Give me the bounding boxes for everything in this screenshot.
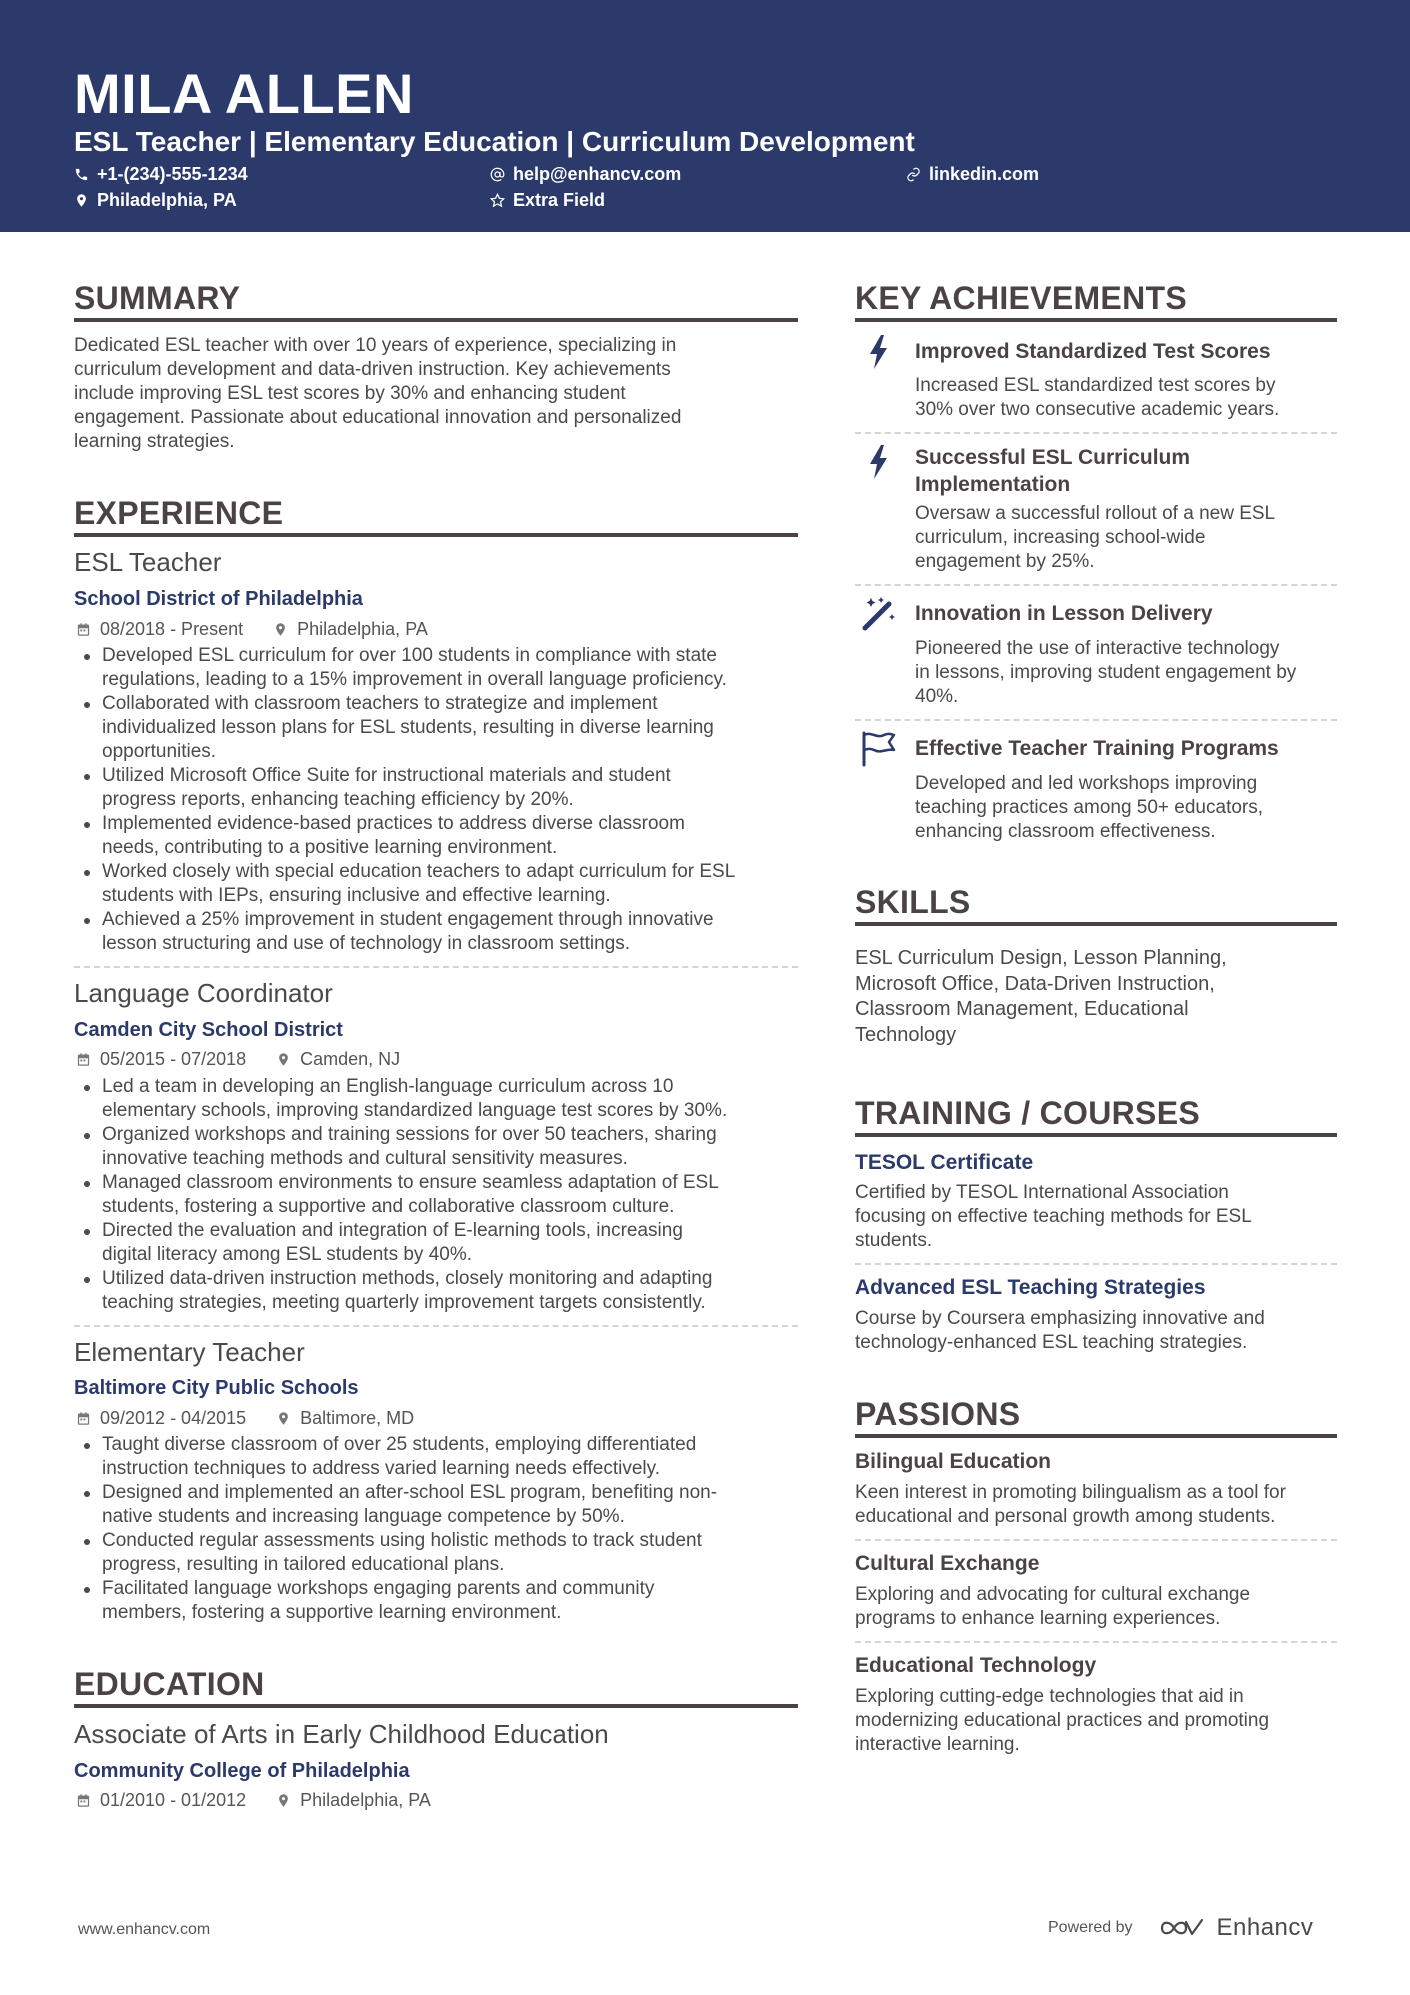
skills-list: ESL Curriculum Design, Lesson Planning, Microsoft Office, Data-Driven Instruction, Classroom Management, Educational Technology [855, 947, 1227, 1046]
job-title: Elementary Teacher [74, 1337, 305, 1367]
enhancv-logo-icon [1159, 1916, 1205, 1940]
at-sign-icon [490, 167, 505, 182]
contact-email[interactable] [490, 162, 681, 186]
job-location: Philadelphia, PA [297, 619, 428, 639]
list-item: Implemented evidence-based practices to address diverse classroom needs, contributing to a positive learning environment. [74, 812, 804, 860]
job-bullets [74, 1075, 804, 1315]
course-desc: Certified by TESOL International Association focusing on effective teaching methods for ESL students. [855, 1182, 1252, 1251]
achievement-desc: Developed and led workshops improving teaching practices among 50+ educators, enhancing classroom effectiveness. [915, 773, 1264, 842]
divider [855, 1263, 1337, 1265]
contact-linkedin[interactable] [906, 162, 1039, 186]
company-name: Camden City School District [74, 1019, 343, 1041]
job-location: Camden, NJ [300, 1049, 401, 1069]
passion-desc: Keen interest in promoting bilingualism as a tool for educational and personal growth among students. [855, 1482, 1286, 1527]
passions-rule [855, 1434, 1337, 1438]
footer-website[interactable]: www.enhancv.com [78, 1921, 211, 1938]
list-item: Collaborated with classroom teachers to strategize and implement individualized lesson plans for ESL students, resulting in diverse learning opportunities. [74, 692, 804, 764]
list-item: Utilized Microsoft Office Suite for instructional materials and student progress reports, enhancing teaching efficiency by 20%. [74, 764, 804, 812]
school-name: Community College of Philadelphia [74, 1760, 410, 1782]
email-text: help@enhancv.com [513, 164, 682, 184]
divider [74, 966, 798, 968]
job-location: Baltimore, MD [300, 1408, 415, 1428]
achievements-heading: KEY ACHIEVEMENTS [855, 280, 1187, 316]
job-meta [76, 617, 428, 641]
extra-field-text: Extra Field [513, 190, 606, 210]
education-meta [76, 1788, 431, 1812]
list-item: Directed the evaluation and integration of E-learning tools, increasing digital literacy among ESL students by 40%. [74, 1219, 804, 1267]
contact-location [74, 188, 237, 212]
candidate-name: MILA ALLEN [74, 62, 414, 125]
list-item: Managed classroom environments to ensure seamless adaptation of ESL students, fostering a supportive and collaborative classroom culture. [74, 1171, 804, 1219]
experience-heading: EXPERIENCE [74, 495, 284, 531]
course-name: TESOL Certificate [855, 1151, 1034, 1174]
education-location: Philadelphia, PA [300, 1790, 431, 1810]
magic-wand-icon [859, 594, 899, 634]
job-title: Language Coordinator [74, 978, 333, 1008]
passions-heading: PASSIONS [855, 1396, 1021, 1432]
job-dates: 05/2015 - 07/2018 [100, 1049, 247, 1069]
calendar-icon [76, 1052, 91, 1067]
contact-extra [490, 188, 605, 212]
course-desc: Course by Coursera emphasizing innovative and technology-enhanced ESL teaching strategies. [855, 1308, 1265, 1353]
job-dates: 09/2012 - 04/2015 [100, 1408, 247, 1428]
lightning-bolt-icon [859, 332, 899, 372]
achievement-title: Effective Teacher Training Programs [915, 737, 1279, 760]
divider [855, 584, 1337, 586]
list-item: Utilized data-driven instruction methods, closely monitoring and adapting teaching strategies, meeting quarterly improvement targets consistently. [74, 1267, 804, 1315]
education-dates: 01/2010 - 01/2012 [100, 1790, 247, 1810]
resume-header [0, 0, 1410, 232]
job-meta [76, 1406, 414, 1430]
achievement-desc: Pioneered the use of interactive technology in lessons, improving student engagement by 40%. [915, 638, 1297, 707]
location-text: Philadelphia, PA [97, 190, 237, 210]
achievement-title: Improved Standardized Test Scores [915, 340, 1271, 363]
star-icon [490, 193, 505, 208]
passion-name: Educational Technology [855, 1654, 1097, 1677]
list-item: Facilitated language workshops engaging parents and community members, fostering a supportive learning environment. [74, 1577, 804, 1625]
summary-heading: SUMMARY [74, 280, 241, 316]
contact-phone[interactable] [74, 162, 248, 186]
map-pin-icon [74, 193, 89, 208]
achievements-rule [855, 318, 1337, 322]
achievement-desc: Oversaw a successful rollout of a new ESL curriculum, increasing school-wide engagement by 25%. [915, 503, 1276, 572]
divider [855, 719, 1337, 721]
list-item: Developed ESL curriculum for over 100 students in compliance with state regulations, leading to a 15% improvement in overall language proficiency. [74, 644, 804, 692]
course-name: Advanced ESL Teaching Strategies [855, 1276, 1206, 1299]
training-rule [855, 1133, 1337, 1137]
phone-text: +1-(234)-555-1234 [97, 164, 248, 184]
list-item: Organized workshops and training sessions for over 50 teachers, sharing innovative teaching methods and cultural sensitivity measures. [74, 1123, 804, 1171]
divider [855, 1539, 1337, 1541]
calendar-icon [76, 1411, 91, 1426]
lightning-bolt-icon [859, 442, 899, 482]
experience-rule [74, 533, 798, 537]
company-name: Baltimore City Public Schools [74, 1377, 359, 1399]
list-item: Taught diverse classroom of over 25 students, employing differentiated instruction techniques to address varied learning needs effectively. [74, 1433, 804, 1481]
divider [855, 1641, 1337, 1643]
summary-rule [74, 318, 798, 322]
phone-icon [74, 167, 89, 182]
job-bullets [74, 644, 804, 956]
job-dates: 08/2018 - Present [100, 619, 244, 639]
achievement-desc: Increased ESL standardized test scores by 30% over two consecutive academic years. [915, 375, 1280, 420]
powered-by-text: Powered by [1048, 1919, 1133, 1936]
link-icon [906, 167, 921, 182]
passion-name: Cultural Exchange [855, 1552, 1040, 1575]
skills-heading: SKILLS [855, 884, 971, 920]
passion-name: Bilingual Education [855, 1450, 1052, 1473]
calendar-icon [76, 622, 91, 637]
list-item: Worked closely with special education teachers to adapt curriculum for ESL students with IEPs, ensuring inclusive and effective learning. [74, 860, 804, 908]
passion-desc: Exploring cutting-edge technologies that aid in modernizing educational practices and promoting interactive learning. [855, 1686, 1270, 1755]
job-title: ESL Teacher [74, 547, 222, 577]
passion-desc: Exploring and advocating for cultural exchange programs to enhance learning experiences. [855, 1584, 1251, 1629]
summary-text: Dedicated ESL teacher with over 10 years of experience, specializing in curriculum development and data-driven instruction. Key achievements include improving ESL test scores by 30% and enhancing student engagement. Passionate about educational innovation and personalized learning strategies. [74, 335, 682, 452]
divider [74, 1325, 798, 1327]
map-pin-icon [276, 1793, 291, 1808]
map-pin-icon [276, 1411, 291, 1426]
footer-branding[interactable] [1048, 1914, 1313, 1942]
job-meta [76, 1047, 400, 1071]
list-item: Designed and implemented an after-school ESL program, benefiting non- native students and increasing language competence by 50%. [74, 1481, 804, 1529]
map-pin-icon [273, 622, 288, 637]
skills-rule [855, 922, 1337, 926]
linkedin-text: linkedin.com [929, 164, 1040, 184]
list-item: Led a team in developing an English-language curriculum across 10 elementary schools, improving standardized language test scores by 30%. [74, 1075, 804, 1123]
flag-icon [859, 729, 899, 769]
list-item: Achieved a 25% improvement in student engagement through innovative lesson structuring and use of technology in classroom settings. [74, 908, 804, 956]
company-name: School District of Philadelphia [74, 588, 363, 610]
education-rule [74, 1704, 798, 1708]
calendar-icon [76, 1793, 91, 1808]
divider [855, 432, 1337, 434]
training-heading: TRAINING / COURSES [855, 1095, 1200, 1131]
achievement-title: Innovation in Lesson Delivery [915, 602, 1213, 625]
brand-name: Enhancv [1216, 1914, 1314, 1941]
degree-title: Associate of Arts in Early Childhood Education [74, 1719, 609, 1749]
education-heading: EDUCATION [74, 1666, 265, 1702]
list-item: Conducted regular assessments using holistic methods to track student progress, resulting in tailored educational plans. [74, 1529, 804, 1577]
map-pin-icon [276, 1052, 291, 1067]
job-bullets [74, 1433, 804, 1625]
candidate-tagline: ESL Teacher | Elementary Education | Curriculum Development [74, 126, 915, 157]
achievement-title: Successful ESL Curriculum Implementation [915, 446, 1191, 496]
